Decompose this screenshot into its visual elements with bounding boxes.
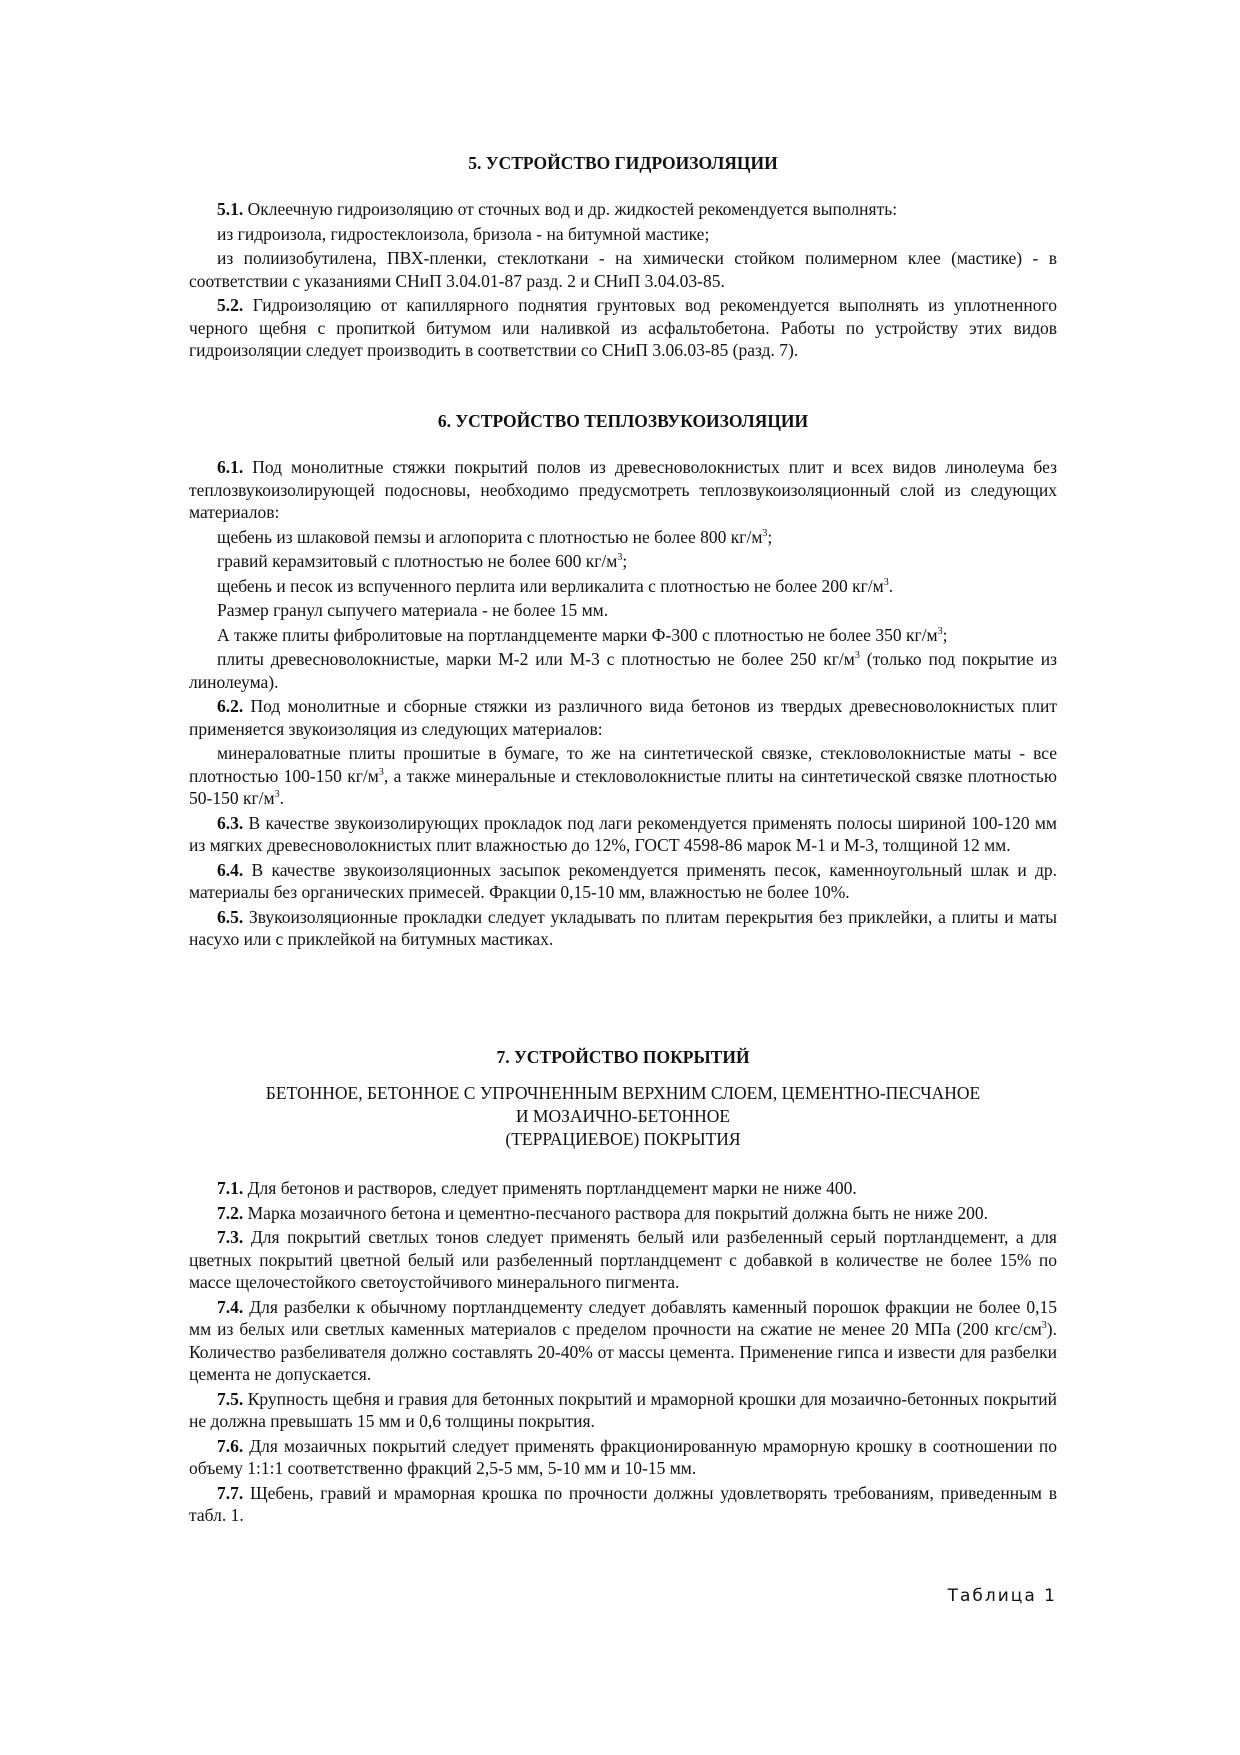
paragraph-text: Звукоизоляционные прокладки следует укладывать по плитам перекрытия без приклейки, а плиты и маты насухо или с приклейкой на битумных мастиках. bbox=[189, 906, 1057, 949]
paragraph-text: , а также минеральные и стекловолокнистые плиты на синтетической связке плотностью 50-150 кг/м bbox=[189, 765, 1057, 808]
superscript: 3 bbox=[617, 552, 623, 564]
paragraph bbox=[189, 198, 1057, 221]
paragraph bbox=[189, 526, 1057, 549]
section-heading: 7. УСТРОЙСТВО ПОКРЫТИЙ bbox=[496, 1047, 750, 1067]
paragraph-text: щебень из шлаковой пемзы и аглопорита с плотностью не более 800 кг/м bbox=[217, 526, 763, 547]
clause-number: 6.3. bbox=[217, 812, 244, 833]
paragraph-text: Для разбелки к обычному портландцементу следует добавлять каменный порошок фракции не более 0,15 мм из белых или светлых каменных материалов с пределом прочности на сжатие не менее 20 МПа (200 кгс/см bbox=[189, 1296, 1057, 1339]
paragraph-text: Для покрытий светлых тонов следует применять белый или разбеленный серый портландцемент, а для цветных покрытий цветной белый или разбеленный портландцемент с добавкой в количестве не более 15% по массе щелочестойкого светоустойчивого минерального пигмента. bbox=[189, 1227, 1057, 1292]
paragraph-text: Щебень, гравий и мраморная крошка по прочности должны удовлетворять требованиям, приведенным в табл. 1. bbox=[189, 1482, 1057, 1525]
paragraph bbox=[189, 599, 1057, 622]
clause-number: 7.5. bbox=[217, 1388, 244, 1409]
paragraph bbox=[189, 1435, 1057, 1480]
paragraph bbox=[189, 1202, 1057, 1225]
subtitle-line: БЕТОННОЕ, БЕТОННОЕ С УПРОЧНЕННЫМ ВЕРХНИМ СЛОЕМ, ЦЕМЕНТНО-ПЕСЧАНОЕ bbox=[265, 1083, 981, 1103]
clause-number: 7.1. bbox=[217, 1178, 244, 1198]
paragraph-text: В качестве звукоизолирующих прокладок под лаги рекомендуется применять полосы шириной 100-120 мм из мягких древесноволокнистых плит влажностью до 12%, ГОСТ 4598-86 марок М-1 и М-3, толщиной 12 мм. bbox=[189, 812, 1057, 855]
paragraph-text: плиты древесноволокнистые, марки М-2 или М-3 с плотностью не более 250 кг/м bbox=[217, 649, 855, 669]
paragraph-text: минераловатные плиты прошитые в бумаге, то же на синтетической связке, стекловолокнистые маты - все плотностью 100-150 кг/м bbox=[189, 743, 1057, 786]
paragraph-text: ; bbox=[942, 624, 948, 645]
paragraph bbox=[189, 294, 1057, 362]
clause-number: 5.2. bbox=[217, 295, 244, 315]
section-heading: 5. УСТРОЙСТВО ГИДРОИЗОЛЯЦИИ bbox=[468, 153, 778, 173]
table-caption: Таблица 1 bbox=[947, 1586, 1057, 1606]
paragraph-text: гравий керамзитовый с плотностью не более 600 кг/м bbox=[217, 551, 618, 571]
subtitle-line: (ТЕРРАЦИЕВОЕ) ПОКРЫТИЯ bbox=[505, 1129, 741, 1149]
section-heading: 6. УСТРОЙСТВО ТЕПЛОЗВУКОИЗОЛЯЦИИ bbox=[437, 411, 809, 431]
paragraph bbox=[189, 1296, 1057, 1386]
superscript: 3 bbox=[274, 789, 280, 801]
paragraph-text: из гидроизола, гидростеклоизола, бризола - на битумной мастике; bbox=[217, 223, 710, 244]
clause-number: 7.6. bbox=[217, 1435, 244, 1456]
paragraph-text: Оклеечную гидроизоляцию от сточных вод и др. жидкостей рекомендуется выполнять: bbox=[243, 199, 898, 219]
clause-number: 5.1. bbox=[217, 199, 244, 219]
paragraph-text: ; bbox=[767, 526, 773, 547]
paragraph-text: Под монолитные стяжки покрытий полов из древесноволокнистых плит и всех видов линолеума без теплозвукоизолирующей подосновы, необходимо предусмотреть теплозвукоизоляционный слой из следующих материалов: bbox=[189, 457, 1057, 522]
paragraph-text: (только под покрытие из линолеума). bbox=[189, 649, 1057, 692]
paragraph-text: Для мозаичных покрытий следует применять фракционированную мраморную крошку в соотношении по объему 1:1:1 соответственно фракций 2,5-5 мм, 5-10 мм и 10-15 мм. bbox=[189, 1435, 1057, 1478]
paragraph bbox=[189, 456, 1057, 524]
paragraph-text: . bbox=[888, 575, 894, 596]
paragraph bbox=[189, 859, 1057, 904]
clause-number: 7.3. bbox=[217, 1227, 244, 1247]
paragraph bbox=[189, 223, 1057, 246]
paragraph bbox=[189, 742, 1057, 810]
subtitle-line: И МОЗАИЧНО-БЕТОННОЕ bbox=[515, 1106, 731, 1126]
paragraph-text: щебень и песок из вспученного перлита или верликалита с плотностью не более 200 кг/м bbox=[217, 575, 884, 596]
paragraph-text: Крупность щебня и гравия для бетонных покрытий и мраморной крошки для мозаично-бетонных покрытий не должна превышать 15 мм и 0,6 толщины покрытия. bbox=[189, 1388, 1057, 1431]
clause-number: 7.4. bbox=[217, 1296, 244, 1317]
superscript: 3 bbox=[1041, 1320, 1047, 1332]
superscript: 3 bbox=[854, 650, 860, 662]
paragraph-text: Для бетонов и растворов, следует применять портландцемент марки не ниже 400. bbox=[243, 1178, 857, 1198]
paragraph bbox=[189, 550, 1057, 573]
paragraph bbox=[189, 1482, 1057, 1527]
paragraph bbox=[189, 624, 1057, 647]
section-7 bbox=[189, 1046, 1057, 1529]
superscript: 3 bbox=[937, 625, 943, 637]
clause-number: 7.2. bbox=[217, 1202, 244, 1223]
superscript: 3 bbox=[378, 766, 384, 778]
paragraph-text: Размер гранул сыпучего материала - не более 15 мм. bbox=[217, 600, 609, 620]
section-5 bbox=[189, 152, 1057, 364]
paragraph bbox=[189, 1388, 1057, 1433]
paragraph bbox=[189, 247, 1057, 292]
section-subtitle bbox=[189, 1082, 1057, 1151]
paragraph-text: Гидроизоляцию от капиллярного поднятия грунтовых вод рекомендуется выполнять из уплотненного черного щебня с пропиткой битумом или наливкой из асфальтобетона. Работы по устройству этих видов гидроизоляции следует производить в соответствии со СНиП 3.06.03-85 (разд. 7). bbox=[189, 295, 1057, 360]
paragraph-text: . bbox=[279, 788, 284, 808]
section-6 bbox=[189, 410, 1057, 953]
clause-number: 6.1. bbox=[217, 457, 244, 477]
paragraph bbox=[189, 1226, 1057, 1294]
superscript: 3 bbox=[883, 576, 889, 588]
paragraph-text: В качестве звукоизоляционных засыпок рекомендуется применять песок, каменноугольный шлак и др. материалы без органических примесей. Фракции 0,15-10 мм, влажностью не более 10%. bbox=[189, 859, 1057, 902]
paragraph bbox=[189, 575, 1057, 598]
clause-number: 7.7. bbox=[217, 1482, 244, 1503]
clause-number: 6.5. bbox=[217, 906, 244, 927]
paragraph-text: ; bbox=[622, 551, 628, 571]
paragraph-text: Марка мозаичного бетона и цементно-песчаного раствора для покрытий должна быть не ниже 200. bbox=[243, 1202, 988, 1223]
paragraph-text: А также плиты фибролитовые на портландцементе марки Ф-300 с плотностью не более 350 кг/м bbox=[217, 624, 938, 645]
paragraph bbox=[189, 906, 1057, 951]
clause-number: 6.2. bbox=[217, 696, 244, 716]
paragraph bbox=[189, 812, 1057, 857]
paragraph bbox=[189, 1177, 1057, 1200]
paragraph-text: Под монолитные и сборные стяжки из различного вида бетонов из твердых древесноволокнистых плит применяется звукоизоляция из следующих материалов: bbox=[189, 696, 1057, 739]
paragraph bbox=[189, 648, 1057, 693]
clause-number: 6.4. bbox=[217, 859, 244, 880]
paragraph-text: из полиизобутилена, ПВХ-пленки, стеклоткани - на химически стойком полимерном клее (мастике) - в соответствии с указаниями СНиП 3.04.01-87 разд. 2 и СНиП 3.04.03-85. bbox=[189, 248, 1057, 291]
paragraph bbox=[189, 695, 1057, 740]
paragraph-text: ). Количество разбеливателя должно составлять 20-40% от массы цемента. Применение гипса и извести для разбелки цемента не допускается. bbox=[189, 1319, 1057, 1384]
superscript: 3 bbox=[762, 527, 768, 539]
